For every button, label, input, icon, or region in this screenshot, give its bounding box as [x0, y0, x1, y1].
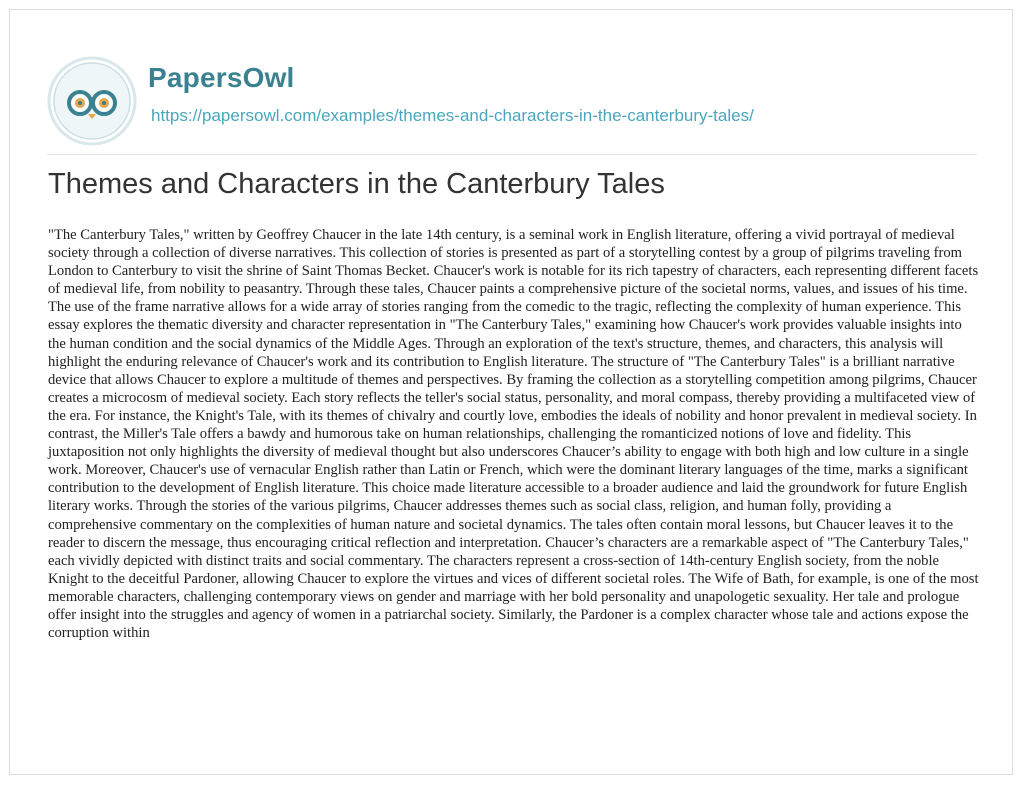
brand-name[interactable]: PapersOwl — [148, 62, 295, 93]
source-url-link[interactable]: https://papersowl.com/examples/themes-and-characters-in-the-canterbury-tales/ — [151, 106, 754, 125]
document-body: "The Canterbury Tales," written by Geoffrey Chaucer in the late 14th century, is a seminal work in English literature, offering a vivid portrayal of medieval society through a collection of diverse narratives. This collection of stories is presented as part of a storytelling contest by a group of pilgrims traveling from London to Canterbury to visit the shrine of Saint Thomas Becket. Chaucer's work is notable for its rich tapestry of characters, each representing different facets of medieval life, from nobility to peasantry. Through these tales, Chaucer paints a comprehensive picture of the societal norms, values, and issues of his time. The use of the frame narrative allows for a wide array of stories ranging from the comedic to the tragic, reflecting the complexity of human experience. This essay explores the thematic diversity and character representation in "The Canterbury Tales," examining how Chaucer's work provides valuable insights into the human condition and the social dynamics of the Middle Ages. Through an exploration of the text's structure, themes, and characters, this analysis will highlight the enduring relevance of Chaucer's work and its contribution to English literature. The structure of "The Canterbury Tales" is a brilliant narrative device that allows Chaucer to explore a multitude of themes and perspectives. By framing the collection as a storytelling competition among pilgrims, Chaucer creates a microcosm of medieval society. Each story reflects the teller's social status, personality, and moral compass, thereby providing a multifaceted view of the era. For instance, the Knight's Tale, with its themes of chivalry and courtly love, embodies the ideals of nobility and honor prevalent in medieval society. In contrast, the Miller's Tale offers a bawdy and humorous take on human relationships, challenging the romanticized notions of love and fidelity. This juxtaposition not only highlights the diversity of medieval thought but also underscores Chaucer’s ability to engage with both high and low culture in a single work. Moreover, Chaucer's use of vernacular English rather than Latin or French, which were the dominant literary languages of the time, marks a significant contribution to the development of English literature. This choice made literature accessible to a broader audience and laid the groundwork for future English literary works. Through the stories of the various pilgrims, Chaucer addresses themes such as social class, religion, and human folly, providing a comprehensive commentary on the complexities of human nature and societal dynamics. The tales often contain moral lessons, but Chaucer leaves it to the reader to discern the message, thus encouraging critical reflection and interpretation. Chaucer’s characters are a remarkable aspect of "The Canterbury Tales," each vividly depicted with distinct traits and social commentary. The characters represent a cross-section of 14th-century English society, from the noble Knight to the deceitful Pardoner, allowing Chaucer to explore the virtues and vices of different societal roles. The Wife of Bath, for example, is one of the most memorable characters, challenging contemporary views on gender and marriage with her bold personality and unapologetic sexuality. Her tale and prologue offer insight into the struggles and agency of women in a patriarchal society. Similarly, the Pardoner is a complex character whose tale and actions expose the corruption within — [48, 227, 979, 642]
document-title: Themes and Characters in the Canterbury Tales — [48, 168, 665, 200]
owl-eyes-icon — [47, 56, 137, 146]
site-header — [47, 56, 1007, 146]
header-divider — [47, 154, 977, 155]
